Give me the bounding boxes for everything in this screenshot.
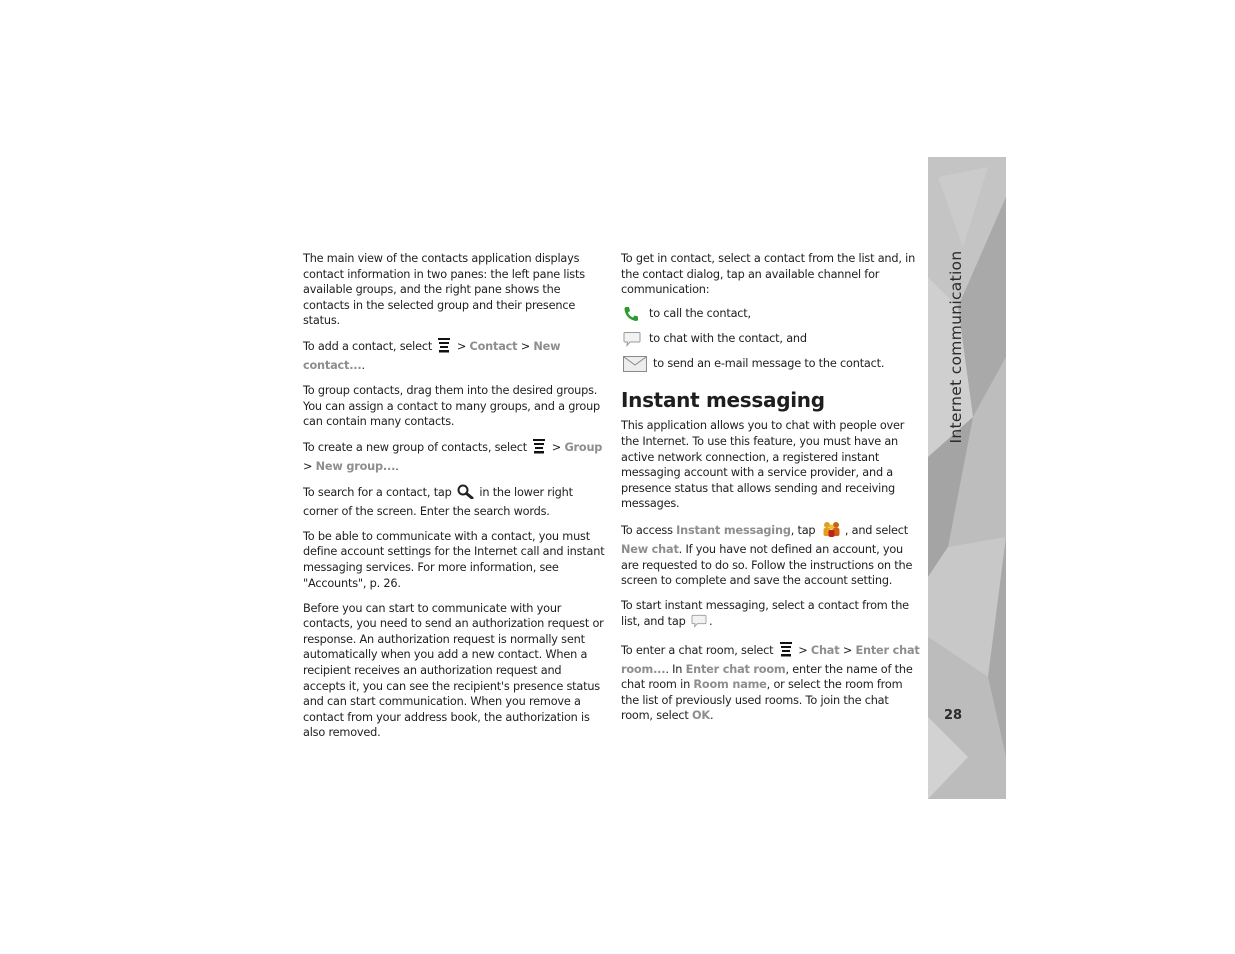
menu-new-group: New group... xyxy=(315,460,396,474)
im-intro-paragraph: This application allows you to chat with people over the Internet. To use this feature, you must have an active network connection, a registered instant messaging account with a service provider, and a presence status that allows sending and receiving messages. xyxy=(621,419,905,511)
cmd-new-chat: New chat xyxy=(621,543,679,557)
menu-group: Group xyxy=(564,441,603,455)
app-instant-messaging: Instant messaging xyxy=(676,524,791,538)
authorization-paragraph: Before you can start to communicate with your contacts, you need to send an authorization request or response. An authorization request is normally sent automatically when you add a new contact. When a recipient receives an authorization request and accepts it, you can see the recipient's presence status and can start communication. When you remove a contact from your address book, the authorization is also removed. xyxy=(303,601,604,740)
envelope-icon xyxy=(623,356,653,372)
menu-icon xyxy=(532,439,546,459)
start-im-paragraph: To start instant messaging, select a contact from the list, and tap . xyxy=(621,598,923,632)
chat-bubble-icon xyxy=(691,614,707,633)
search-paragraph: To search for a contact, tap in the lower right corner of the screen. Enter the search words. xyxy=(303,486,573,518)
side-tab-pattern xyxy=(928,157,1006,799)
add-contact-paragraph: To add a contact, select > Contact > New contact.... xyxy=(303,340,561,373)
left-column xyxy=(303,251,605,751)
field-enter-chat-room: Enter chat room xyxy=(685,662,786,676)
menu-new-contact: New contact... xyxy=(303,340,561,373)
contact-channels-intro: To get in contact, select a contact from the list and, in the contact dialog, tap an available channel for communication: xyxy=(621,252,916,297)
people-icon xyxy=(821,521,843,542)
menu-enter-chat-room: Enter chat room... xyxy=(621,644,920,676)
menu-chat: Chat xyxy=(810,644,840,657)
new-group-paragraph: To create a new group of contacts, select > Group > New group.... xyxy=(303,441,603,474)
menu-contact: Contact xyxy=(469,340,518,354)
account-settings-paragraph: To be able to communicate with a contact, you must define account settings for the Internet call and instant messaging services. For more information, see "Accounts", p. 26. xyxy=(303,529,605,590)
right-column xyxy=(621,251,923,733)
side-tab xyxy=(928,157,1006,799)
page-number: 28 xyxy=(944,708,963,723)
channel-call: to call the contact, xyxy=(623,302,923,327)
field-room-name: Room name xyxy=(693,678,767,692)
section-heading: Instant messaging xyxy=(621,387,825,412)
channel-email: to send an e-mail message to the contact. xyxy=(623,352,923,377)
phone-icon xyxy=(623,306,649,322)
menu-icon xyxy=(437,338,451,358)
channel-chat: to chat with the contact, and xyxy=(623,327,923,352)
menu-icon xyxy=(779,642,793,662)
chat-bubble-icon xyxy=(623,331,649,347)
im-access-paragraph: To access Instant messaging, tap , and select New chat. If you have not defined an account, you are requested to do so. Follow the instructions on the screen to complete and save the account setting. xyxy=(621,521,923,588)
intro-paragraph: The main view of the contacts application displays contact information in two panes: the left pane lists available groups, and the right pane shows the contacts in the selected group and their presence status. xyxy=(303,252,585,328)
search-icon xyxy=(457,484,474,504)
group-contacts-paragraph: To group contacts, drag them into the desired groups. You can assign a contact to many groups, and a group can contain many contacts. xyxy=(303,384,601,429)
chat-room-paragraph: To enter a chat room, select > Chat > Enter chat room.... In Enter chat room, enter the name of the chat room in Room name, or select the room from the list of previously used rooms. To join the chat room, select OK. xyxy=(621,644,920,723)
cmd-ok: OK xyxy=(691,709,710,723)
